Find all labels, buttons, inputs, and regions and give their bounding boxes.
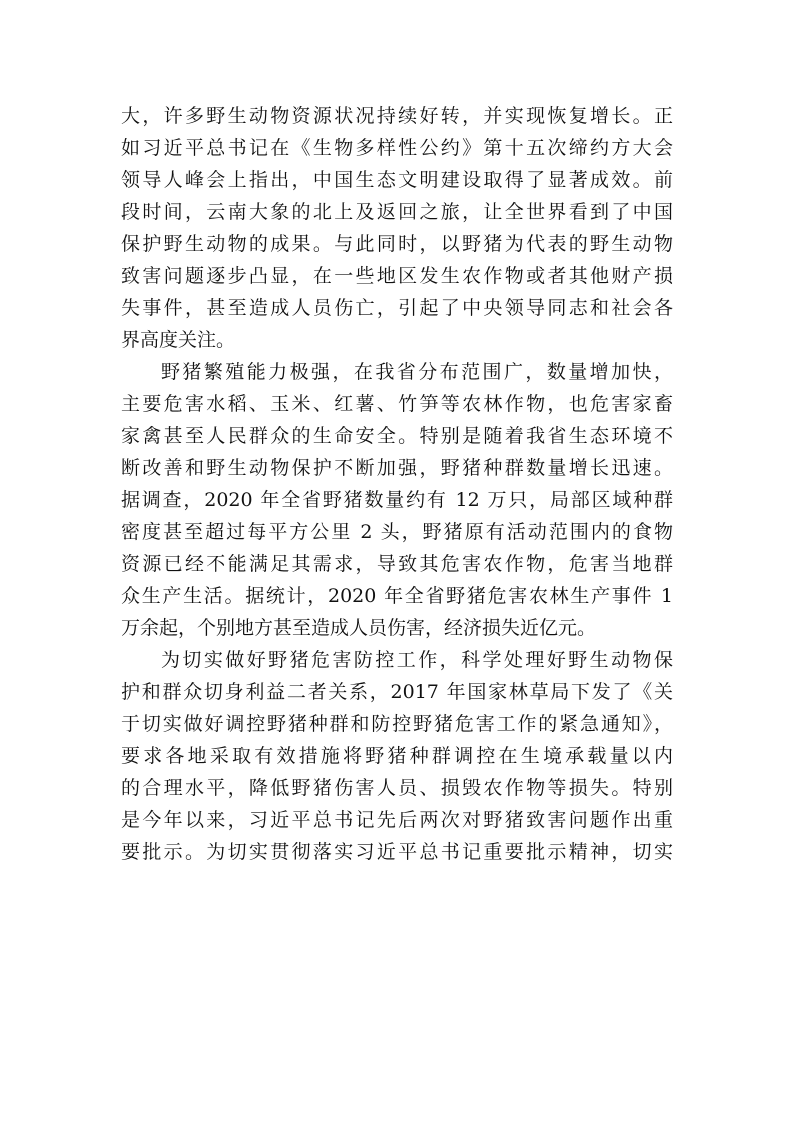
- text-line: 万余起，个别地方甚至造成人员伤害，经济损失近亿元。: [121, 617, 597, 639]
- text-line: 断改善和野生动物保护不断加强，野猪种群数量增长迅速。: [121, 457, 673, 479]
- text-line: 密度甚至超过每平方公里 2 头，野猪原有活动范围内的食物: [121, 521, 673, 543]
- text-line: 界高度关注。: [121, 329, 236, 351]
- text-line: 野猪繁殖能力极强，在我省分布范围广，数量增加快，: [161, 361, 673, 383]
- text-line: 领导人峰会上指出，中国生态文明建设取得了显著成效。前: [121, 169, 673, 191]
- text-line: 主要危害水稻、玉米、红薯、竹笋等农林作物，也危害家畜: [121, 393, 673, 415]
- text-line: 失事件，甚至造成人员伤亡，引起了中央领导同志和社会各: [121, 297, 673, 319]
- text-line: 段时间，云南大象的北上及返回之旅，让全世界看到了中国: [121, 201, 673, 223]
- text-line: 据调查，2020 年全省野猪数量约有 12 万只，局部区域种群: [121, 489, 673, 511]
- text-line: 致害问题逐步凸显，在一些地区发生农作物或者其他财产损: [121, 265, 673, 287]
- text-line: 于切实做好调控野猪种群和防控野猪危害工作的紧急通知》，: [121, 713, 673, 735]
- text-line: 的合理水平，降低野猪伤害人员、损毁农作物等损失。特别: [121, 777, 673, 799]
- text-line: 要批示。为切实贯彻落实习近平总书记重要批示精神，切实: [121, 841, 673, 863]
- text-line: 资源已经不能满足其需求，导致其危害农作物，危害当地群: [121, 553, 673, 575]
- text-line: 保护野生动物的成果。与此同时，以野猪为代表的野生动物: [121, 233, 673, 255]
- text-line: 大，许多野生动物资源状况持续好转，并实现恢复增长。正: [121, 105, 673, 127]
- text-line: 如习近平总书记在《生物多样性公约》第十五次缔约方大会: [121, 137, 673, 159]
- text-line: 家禽甚至人民群众的生命安全。特别是随着我省生态环境不: [121, 425, 673, 447]
- text-line: 是今年以来，习近平总书记先后两次对野猪致害问题作出重: [121, 809, 673, 831]
- text-line: 众生产生活。据统计，2020 年全省野猪危害农林生产事件 1: [121, 585, 673, 607]
- body-text: [121, 100, 673, 868]
- text-line: 为切实做好野猪危害防控工作，科学处理好野生动物保: [161, 649, 673, 671]
- text-line: 护和群众切身利益二者关系，2017 年国家林草局下发了《关: [121, 681, 673, 703]
- text-line: 要求各地采取有效措施将野猪种群调控在生境承载量以内: [121, 745, 673, 767]
